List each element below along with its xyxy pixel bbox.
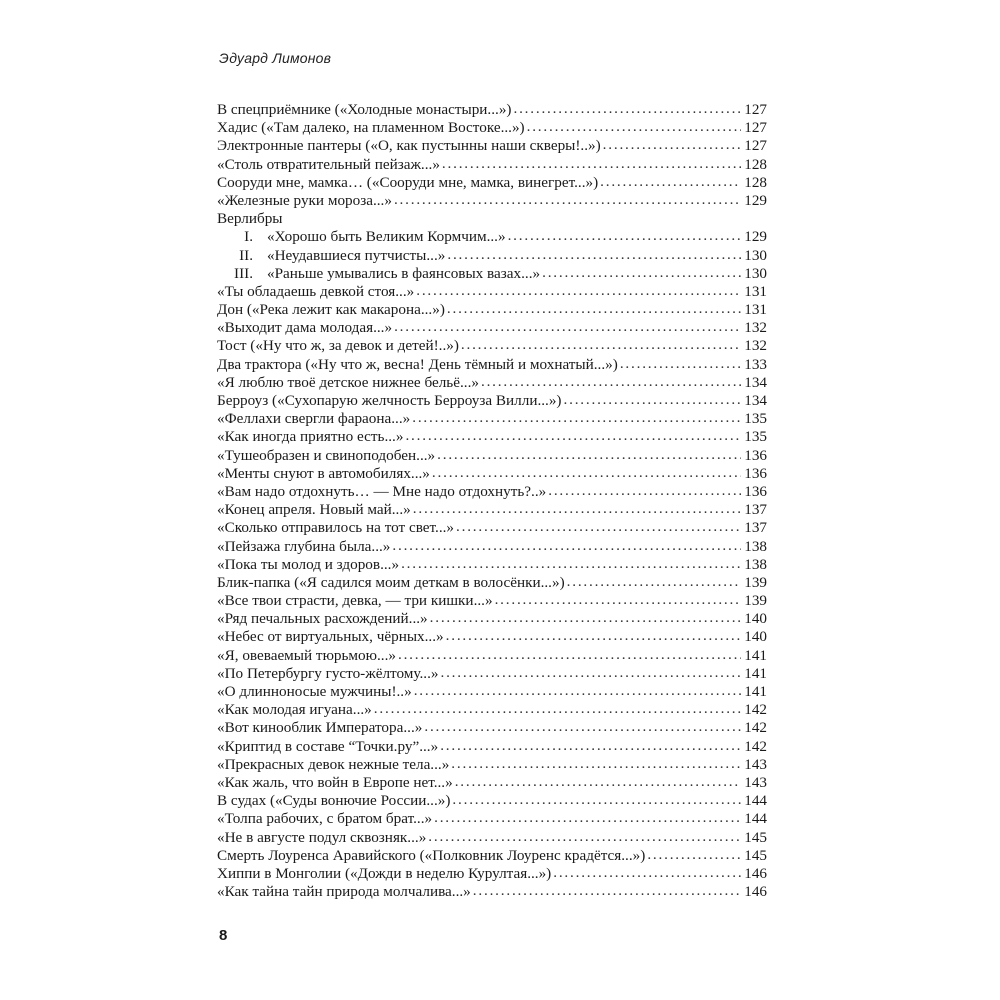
toc-entry-page: 134 xyxy=(744,392,767,409)
toc-entry xyxy=(217,719,767,737)
toc-entry-title: Сооруди мне, мамка… («Сооруди мне, мамка, винегрет...») xyxy=(217,173,599,191)
toc-entry xyxy=(217,774,767,792)
toc-entry-title: Блик-папка («Я садился моим деткам в волосёнки...») xyxy=(217,573,565,591)
toc-entry-page: 131 xyxy=(744,301,767,319)
toc-entry-page: 129 xyxy=(744,228,767,246)
toc-entry xyxy=(217,301,767,319)
toc-entry-title: «Небес от виртуальных, чёрных...» xyxy=(217,628,444,646)
toc-entry-title: Хиппи в Монголии («Дожди в неделю Курултая...») xyxy=(217,864,552,882)
dot-leader xyxy=(440,737,741,755)
toc-entry xyxy=(217,210,767,228)
dot-leader xyxy=(392,537,741,555)
toc-entry-title: «Как молодая игуана...» xyxy=(217,701,372,719)
toc-entry-page: 133 xyxy=(744,355,767,373)
dot-leader xyxy=(481,373,741,391)
toc-entry xyxy=(217,792,767,810)
dot-leader xyxy=(401,555,741,573)
toc-entry-title: «Не в августе подул сквозняк...» xyxy=(217,828,427,846)
toc-entry-title: «Прекрасных девок нежные тела...» xyxy=(217,755,450,773)
toc-entry xyxy=(217,592,767,610)
toc-entry-page: 127 xyxy=(744,137,767,155)
toc-entry-title: «Раньше умывались в фаянсовых вазах...» xyxy=(267,264,541,282)
toc-entry xyxy=(217,174,767,192)
dot-leader xyxy=(495,591,741,609)
toc-entry-numeral: I. xyxy=(244,228,253,246)
dot-leader xyxy=(542,264,741,282)
dot-leader xyxy=(394,191,741,209)
toc-entry-title: «Я, овеваемый тюрьмою...» xyxy=(217,646,396,664)
dot-leader xyxy=(412,409,741,427)
toc-entry xyxy=(217,119,767,137)
toc-entry-title: «Неудавшиеся путчисты...» xyxy=(267,246,446,264)
toc-entry-page: 135 xyxy=(744,428,767,446)
dot-leader xyxy=(374,700,741,718)
dot-leader xyxy=(455,773,741,791)
dot-leader xyxy=(437,446,741,464)
toc-entry xyxy=(217,465,767,483)
page-number: 8 xyxy=(219,927,228,944)
toc-entry xyxy=(217,247,767,265)
toc-entry-title: «Как тайна тайн природа молчалива...» xyxy=(217,883,471,901)
toc-entry-page: 136 xyxy=(744,446,767,464)
toc-entry-page: 134 xyxy=(744,373,767,391)
toc-entry xyxy=(217,701,767,719)
toc-entry-page: 131 xyxy=(744,282,767,300)
toc-entry-title: «Как иногда приятно есть...» xyxy=(217,428,404,446)
toc-entry-title: «Выходит дама молодая...» xyxy=(217,319,393,337)
toc-entry-title: «Криптид в составе “Точки.ру”...» xyxy=(217,737,439,755)
toc-entry-page: 144 xyxy=(744,792,767,810)
toc-entry-title: «Феллахи свергли фараона...» xyxy=(217,410,411,428)
toc-entry xyxy=(217,683,767,701)
toc-entry-page: 141 xyxy=(744,664,767,682)
dot-leader xyxy=(440,664,741,682)
toc-entry-title: «Я люблю твоё детское нижнее бельё...» xyxy=(217,373,479,391)
dot-leader xyxy=(647,846,741,864)
table-of-contents xyxy=(217,101,767,901)
dot-leader xyxy=(398,646,741,664)
toc-entry-title: Дон («Река лежит как макарона...») xyxy=(217,301,445,319)
toc-entry-title: «Хорошо быть Великим Кормчим...» xyxy=(267,228,506,246)
toc-entry-title: «Толпа рабочих, с братом брат...» xyxy=(217,810,433,828)
toc-entry xyxy=(217,865,767,883)
toc-entry-page: 132 xyxy=(744,337,767,355)
toc-entry xyxy=(217,647,767,665)
toc-entry-page: 129 xyxy=(744,191,767,209)
toc-entry-title: «Пока ты молод и здоров...» xyxy=(217,555,400,573)
dot-leader xyxy=(564,391,742,409)
dot-leader xyxy=(548,482,741,500)
toc-entry-title: «Ряд печальных расхождений...» xyxy=(217,610,428,628)
toc-entry-page: 137 xyxy=(744,501,767,519)
dot-leader xyxy=(432,464,741,482)
toc-entry-title: «Пейзажа глубина была...» xyxy=(217,537,391,555)
toc-entry-page: 141 xyxy=(744,646,767,664)
toc-entry xyxy=(217,101,767,119)
toc-entry xyxy=(217,356,767,374)
dot-leader xyxy=(428,828,741,846)
dot-leader xyxy=(452,791,741,809)
dot-leader xyxy=(430,609,741,627)
toc-entry xyxy=(217,410,767,428)
toc-entry xyxy=(217,283,767,301)
toc-entry-title: Верлибры xyxy=(217,210,283,228)
toc-entry xyxy=(217,228,767,246)
toc-entry-title: «Менты снуют в автомобилях...» xyxy=(217,464,430,482)
toc-entry-page: 146 xyxy=(744,864,767,882)
toc-entry-title: В спецприёмнике («Холодные монастыри...») xyxy=(217,101,512,118)
toc-entry-page: 137 xyxy=(744,519,767,537)
dot-leader xyxy=(414,682,741,700)
toc-entry-page: 130 xyxy=(744,264,767,282)
dot-leader xyxy=(603,136,741,154)
dot-leader xyxy=(567,573,741,591)
toc-entry-title: Берроуз («Сухопарую желчность Берроуза Вилли...») xyxy=(217,392,562,409)
dot-leader xyxy=(527,118,741,136)
toc-entry xyxy=(217,628,767,646)
dot-leader xyxy=(451,755,741,773)
dot-leader xyxy=(413,500,741,518)
toc-entry xyxy=(217,538,767,556)
toc-entry xyxy=(217,756,767,774)
toc-entry-page: 136 xyxy=(744,482,767,500)
toc-entry-page: 144 xyxy=(744,810,767,828)
toc-entry-page: 142 xyxy=(744,701,767,719)
toc-entry xyxy=(217,556,767,574)
toc-entry-page: 139 xyxy=(744,592,767,610)
toc-entry-page: 140 xyxy=(744,610,767,628)
toc-entry-page: 140 xyxy=(744,628,767,646)
toc-entry-page: 146 xyxy=(744,883,767,901)
toc-entry-title: «Вот кинооблик Императора...» xyxy=(217,719,423,737)
toc-entry xyxy=(217,337,767,355)
toc-entry-title: «Сколько отправилось на тот свет...» xyxy=(217,519,455,537)
dot-leader xyxy=(434,809,741,827)
toc-entry-title: «Вам надо отдохнуть… — Мне надо отдохнуть?..» xyxy=(217,482,547,500)
toc-entry xyxy=(217,192,767,210)
toc-entry-page: 145 xyxy=(744,828,767,846)
toc-entry-page: 135 xyxy=(744,410,767,428)
toc-entry xyxy=(217,156,767,174)
toc-entry xyxy=(217,265,767,283)
toc-entry-page: 142 xyxy=(744,737,767,755)
toc-entry-title: «Все твои страсти, девка, — три кишки...» xyxy=(217,592,493,610)
toc-entry xyxy=(217,574,767,592)
toc-entry-title: «Как жаль, что войн в Европе нет...» xyxy=(217,773,453,791)
toc-entry-page: 139 xyxy=(744,573,767,591)
toc-entry xyxy=(217,738,767,756)
dot-leader xyxy=(442,155,741,173)
toc-entry-page: 132 xyxy=(744,319,767,337)
toc-entry xyxy=(217,829,767,847)
toc-entry-page: 141 xyxy=(744,683,767,700)
toc-entry-title: «Конец апреля. Новый май...» xyxy=(217,501,411,519)
toc-entry xyxy=(217,519,767,537)
toc-entry xyxy=(217,665,767,683)
toc-entry-page: 128 xyxy=(744,155,767,173)
dot-leader xyxy=(473,882,741,900)
dot-leader xyxy=(600,173,741,191)
toc-entry xyxy=(217,428,767,446)
dot-leader xyxy=(416,282,741,300)
toc-entry-title: «По Петербургу густо-жёлтому...» xyxy=(217,664,439,682)
dot-leader xyxy=(447,300,741,318)
toc-entry-page: 127 xyxy=(744,101,767,118)
toc-entry-title: «Столь отвратительный пейзаж...» xyxy=(217,155,440,173)
toc-entry-title: Тост («Ну что ж, за девок и детей!..») xyxy=(217,337,459,355)
toc-entry xyxy=(217,374,767,392)
toc-entry xyxy=(217,810,767,828)
toc-entry-title: В судах («Суды вонючие России...») xyxy=(217,792,451,810)
toc-entry-title: «О длинноносые мужчины!..» xyxy=(217,683,412,700)
toc-entry-title: Два трактора («Ну что ж, весна! День тёмный и мохнатый...») xyxy=(217,355,618,373)
toc-entry-numeral: III. xyxy=(234,264,253,282)
toc-entry-page: 130 xyxy=(744,246,767,264)
dot-leader xyxy=(446,627,741,645)
toc-entry xyxy=(217,883,767,901)
toc-entry-title: «Железные руки мороза...» xyxy=(217,191,392,209)
toc-entry-title: «Ты обладаешь девкой стоя...» xyxy=(217,282,415,300)
toc-entry-title: «Тушеобразен и свиноподобен...» xyxy=(217,446,436,464)
dot-leader xyxy=(394,318,741,336)
toc-entry-numeral: II. xyxy=(239,246,253,264)
toc-entry-title: Электронные пантеры («О, как пустынны наши скверы!..») xyxy=(217,137,601,155)
toc-entry-page: 138 xyxy=(744,537,767,555)
toc-entry xyxy=(217,610,767,628)
toc-entry-title: Смерть Лоуренса Аравийского («Полковник Лоуренс крадётся...») xyxy=(217,846,646,864)
toc-entry xyxy=(217,447,767,465)
dot-leader xyxy=(513,100,741,118)
toc-entry-page: 127 xyxy=(744,119,767,137)
dot-leader xyxy=(508,227,741,245)
toc-entry-page: 128 xyxy=(744,173,767,191)
toc-entry-page: 142 xyxy=(744,719,767,737)
dot-leader xyxy=(447,246,741,264)
dot-leader xyxy=(456,518,741,536)
toc-entry-page: 143 xyxy=(744,773,767,791)
toc-entry xyxy=(217,319,767,337)
toc-entry-page: 145 xyxy=(744,846,767,864)
toc-entry-page: 136 xyxy=(744,464,767,482)
dot-leader xyxy=(461,336,741,354)
dot-leader xyxy=(553,864,741,882)
toc-entry-page: 143 xyxy=(744,755,767,773)
toc-entry xyxy=(217,501,767,519)
toc-entry xyxy=(217,847,767,865)
dot-leader xyxy=(620,355,741,373)
toc-entry xyxy=(217,483,767,501)
running-head: Эдуард Лимонов xyxy=(219,50,332,66)
toc-entry-title: Хадис («Там далеко, на пламенном Востоке...») xyxy=(217,119,525,137)
dot-leader xyxy=(405,427,741,445)
toc-entry-page: 138 xyxy=(744,555,767,573)
toc-entry xyxy=(217,392,767,410)
dot-leader xyxy=(424,718,741,736)
toc-entry xyxy=(217,137,767,155)
